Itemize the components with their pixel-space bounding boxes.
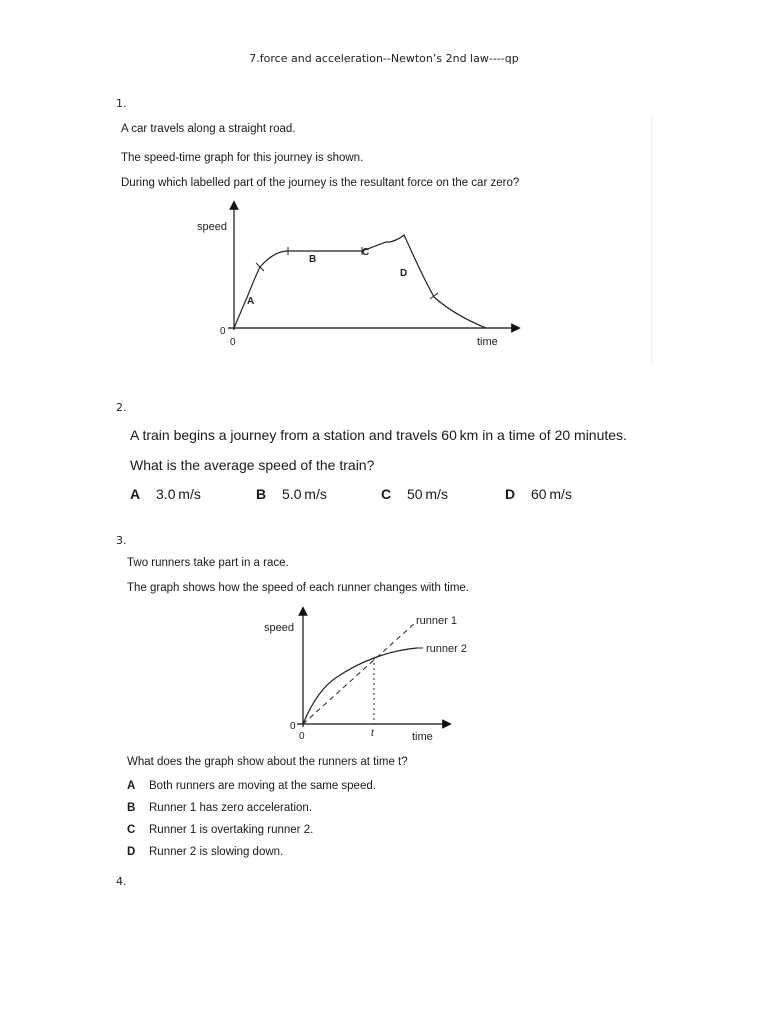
question-text: What is the average speed of the train?: [130, 457, 375, 473]
runners-speed-graph: [255, 605, 485, 745]
option-letter: A: [130, 486, 141, 502]
x-axis-label: time: [412, 731, 433, 743]
x-origin-label: 0: [230, 337, 236, 348]
x-axis-label: time: [477, 336, 498, 348]
y-origin-label: 0: [290, 721, 296, 732]
option-text: 60 m/s: [531, 486, 572, 502]
option-b[interactable]: [256, 486, 327, 502]
option-text: Runner 1 has zero acceleration.: [149, 802, 313, 814]
option-letter: A: [127, 780, 136, 792]
question-number: 4.: [116, 875, 127, 888]
option-letter: D: [127, 846, 136, 858]
page-title: 7.force and acceleration--Newton’s 2nd law----qp: [249, 52, 519, 65]
question-number: 3.: [116, 534, 127, 547]
section-label-a: A: [247, 296, 255, 307]
section-label-d: D: [400, 268, 408, 279]
option-c[interactable]: [381, 486, 448, 502]
option-text: 5.0 m/s: [282, 486, 327, 502]
series-label-runner-1: runner 1: [416, 615, 457, 627]
section-label-c: C: [362, 247, 370, 258]
option-text: Runner 1 is overtaking runner 2.: [149, 824, 314, 836]
section-markers: [256, 247, 438, 299]
speed-curve: [234, 235, 486, 328]
option-text: Runner 2 is slowing down.: [149, 846, 284, 858]
runner-1-line: [303, 623, 415, 724]
option-c[interactable]: [127, 824, 313, 836]
runner-2-curve: [303, 648, 417, 724]
option-text: Both runners are moving at the same speed.: [149, 780, 376, 792]
option-d[interactable]: [505, 486, 572, 502]
speed-time-graph: [190, 195, 530, 355]
question-text: A train begins a journey from a station and travels 60 km in a time of 20 minutes.: [130, 427, 627, 443]
option-a[interactable]: [127, 780, 376, 792]
y-axis-label: speed: [197, 221, 227, 233]
question-text: During which labelled part of the journey is the resultant force on the car zero?: [121, 177, 520, 189]
option-text: 3.0 m/s: [156, 486, 201, 502]
section-label-b: B: [309, 254, 317, 265]
option-letter: C: [127, 824, 136, 836]
y-axis-label: speed: [264, 622, 294, 634]
option-letter: D: [505, 486, 516, 502]
question-prompt: What does the graph show about the runners at time t?: [127, 756, 408, 768]
option-letter: C: [381, 486, 392, 502]
scan-edge-line: [651, 115, 652, 363]
option-a[interactable]: [130, 486, 201, 502]
option-d[interactable]: [127, 846, 283, 858]
option-text: 50 m/s: [407, 486, 448, 502]
question-number: 2.: [116, 401, 127, 414]
question-text: Two runners take part in a race.: [127, 557, 289, 569]
option-letter: B: [127, 802, 136, 814]
x-origin-label: 0: [299, 731, 305, 742]
question-text: The speed-time graph for this journey is shown.: [121, 152, 364, 164]
option-b[interactable]: [127, 802, 312, 814]
t-label: t: [371, 728, 374, 739]
question-text: A car travels along a straight road.: [121, 123, 296, 135]
question-number: 1.: [116, 97, 127, 110]
series-label-runner-2: runner 2: [426, 643, 467, 655]
question-text: The graph shows how the speed of each runner changes with time.: [127, 582, 470, 594]
y-origin-label: 0: [220, 326, 226, 337]
option-letter: B: [256, 486, 267, 502]
